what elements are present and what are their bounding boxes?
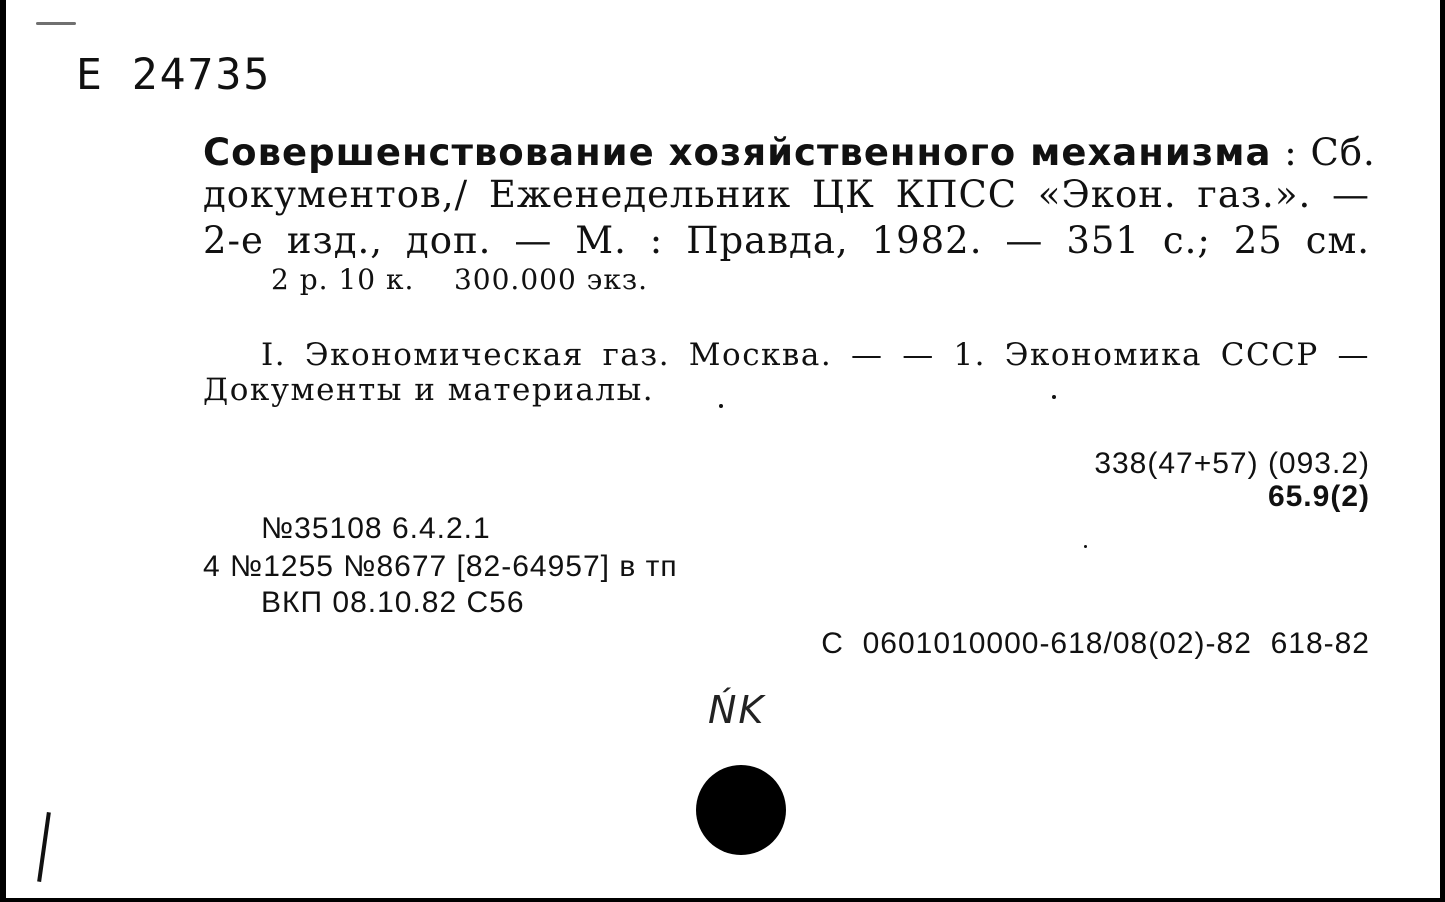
subject-line-1: I. Экономическая газ. Москва. — — 1. Экономика СССР — xyxy=(261,337,1370,373)
service-line-2: 4 №1255 №8677 [82-64957] в тп xyxy=(203,550,678,583)
title-rest: : Сб. xyxy=(1271,131,1376,174)
punch-hole xyxy=(696,765,786,855)
speck xyxy=(719,404,723,408)
speck xyxy=(36,22,76,25)
body-line-2: 2-е изд., доп. — М. : Правда, 1982. — 351 с.; 25 см. xyxy=(203,219,1370,262)
price-line: 2 р. 10 к. 300.000 экз. xyxy=(271,263,649,296)
pen-stroke xyxy=(37,812,51,882)
title-line xyxy=(203,130,1376,176)
handwritten-mark: ŃK xyxy=(708,688,766,732)
subject-line-2: Документы и материалы. xyxy=(203,372,655,408)
speck xyxy=(1052,395,1056,399)
body-line-1: документов,/ Еженедельник ЦК КПСС «Экон. газ.». — xyxy=(203,173,1370,216)
udc-code: 338(47+57) (093.2) xyxy=(1094,447,1370,480)
book-title: Совершенствование хозяйственного механизма xyxy=(203,131,1272,174)
call-number: Е 24735 xyxy=(76,50,272,100)
catalog-code: С 0601010000-618/08(02)-82 618-82 xyxy=(821,627,1370,660)
service-line-1: №35108 6.4.2.1 xyxy=(261,512,491,545)
service-line-3: ВКП 08.10.82 С56 xyxy=(261,586,525,619)
bbk-code: 65.9(2) xyxy=(1267,480,1370,513)
speck xyxy=(1084,545,1087,548)
